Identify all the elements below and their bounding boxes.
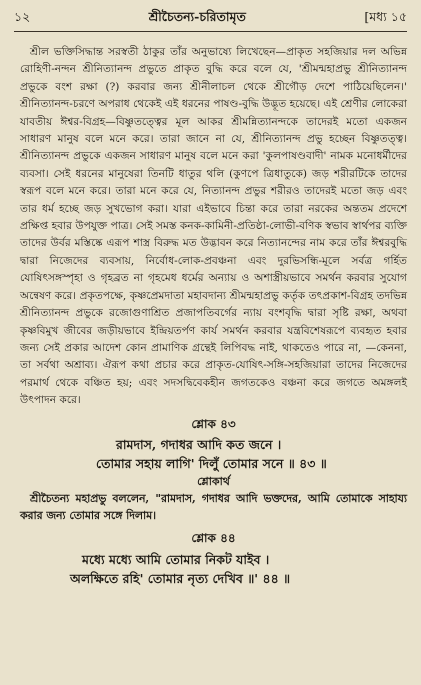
- page-header: [14, 8, 407, 30]
- page-number: ১২: [14, 9, 31, 24]
- verse-44-line-2: অলক্ষিতে রহি' তোমার নৃত্য দেখিব ॥' ৪৪ ॥: [70, 570, 291, 586]
- verse-43-line-1: রামদাস, গদাধর আদি কত জনে ।: [116, 436, 282, 452]
- verse-43-heading: শ্লোক ৪৩: [191, 416, 236, 431]
- running-title: শ্রীচৈতন্য-চরিতামৃত: [148, 9, 246, 24]
- verse-44-line-1: মধ্যে মধ্যে আমি তোমার নিকট যাইব ।: [82, 551, 270, 567]
- page-body: [20, 44, 407, 588]
- header-rule: [14, 31, 407, 32]
- translation-label: শ্লোকার্থ: [197, 474, 230, 488]
- section-marker: [মধ্য ১৫: [364, 9, 407, 24]
- verse-43-line-2: তোমার সহায় লাগি' দিলুঁ তোমার সনে ॥ ৪৩ ॥: [96, 455, 327, 471]
- translation-text: শ্রীচৈতন্য মহাপ্রভু বললেন, "রামদাস, গদাধর আদি ভক্তদের, আমি তোমাকে সাহায্য করার জন্য তোমার সঙ্গে দিলাম।: [20, 492, 407, 523]
- commentary-paragraph: শ্রীল ভক্তিসিদ্ধান্ত সরস্বতী ঠাকুর তাঁর অনুভাষ্যে লিখেছেন—প্রাকৃত সহজিয়ার দল অভিন্ন রোহিণী-নন্দন শ্রীনিত্যানন্দ প্রভুতে প্রাকৃত বুদ্ধি করে বলে যে, 'শ্রীমন্মহাপ্রভু শ্রীনিত্যানন্দ প্রভুকে বংশ রক্ষা (?) করবার জন্য শ্রীনীলাচল থেকে শ্রীগৌড় দেশে পাঠিয়েছিলেন।' শ্রীনিত্যানন্দ-চরণে অপরাধ থেকেই এই ধরনের পাষণ্ড-বুদ্ধি উদ্ভূত হয়েছে। এই শ্রেণীর লোকেরা যাবতীয় ঈশ্বর-বিগ্রহ—বিষ্ণুতত্ত্বের মূল আকর শ্রীমন্নিত্যানন্দকে তাদেরই মতো একজন সাধারণ মানুষ বলে মনে করে। তারা জানে না যে, শ্রীনিত্যানন্দ প্রভু হচ্ছেন বিষ্ণুতত্ত্ব। শ্রীনিত্যানন্দ প্রভুকে একজন সাধারণ মানুষ বলে মনে করা 'কুলপাষণ্ডবাদী' নামক মনোধর্মীদের ব্যবসা। সেই ধরনের মানুষেরা তিনটি ধাতুর থলি (কুণপে ত্রিধাতুকে) জড় শরীরটিকে তাদের স্বরূপ বলে মনে করে। তারা মনে করে যে, নিত্যানন্দ প্রভুর শরীরও তাদেরই মতো জড় এবং তার ধর্ম হচ্ছে জড় সুখভোগ করা। যারা এইভাবে চিন্তা করে তারা নরকের অন্ততম প্রদেশে প্রক্ষিপ্ত হবার উপযুক্ত পাত্র। সেই সমস্ত কনক-কামিনী-প্রতিষ্ঠা-লোভী-বণিক স্বভাব স্বার্থপর ব্যক্তি তাদের উর্বর মস্তিষ্কে এরূপ শাস্ত্র বিরুদ্ধ মত উদ্ভাবন করে নিত্যানন্দের নাম করে তাঁর ঈশ্বরবুদ্ধি দ্বারা নিজেদের ব্যবসায়, নির্বোধ-লোক-প্রবঞ্চনা এবং দুরভিসন্ধি-মূলে সর্বত্র গর্হিত যোষিৎসঙ্গস্পৃহা ও গৃহব্রত না গৃহমেধ ধর্মের অন্যায় ও অশাস্ত্রীয়ভাবে সমর্থন করবার সুযোগ অন্বেষণ করে। প্রকৃতপক্ষে, কৃষ্ণপ্রেমদাতা মহাবদান্য শ্রীমন্মহাপ্রভু কর্তৃক তৎপ্রকাশ-বিগ্রহ তদভিন্ন শ্রীনিত্যানন্দ প্রভুকে রজোগুণাশ্রিত প্রজাপতিবর্গের ন্যায় বংশবৃদ্ধি দ্বারা সৃষ্টি রক্ষা, অথবা কৃষ্ণবিমুখ জীবের জড়ীয়ভাবে ইন্দ্রিয়তর্পণ কার্য সমর্থন করবার যন্ত্রবিশেষরূপে ব্যবহৃত হবার জন্য সেই প্রকার আদেশ কোন প্রামাণিক গ্রন্থেই লিপিবদ্ধ নাই, থাকতেও পারে না, —কেননা, তা সর্বথা অশ্রাব্য। ঐরূপ কথা প্রচার করে প্রাকৃত-যোষিৎ-সঙ্গি-সহজিয়ারা তাদের নিজেদের পরমার্থ থেকে বঞ্চিত হয়; এবং সদসদ্বিবেকহীন জগতকেও বঞ্চনা করে জগতে অমঙ্গলই উৎপাদন করে।: [20, 46, 407, 407]
- verse-44-heading: শ্লোক ৪৪: [191, 531, 236, 546]
